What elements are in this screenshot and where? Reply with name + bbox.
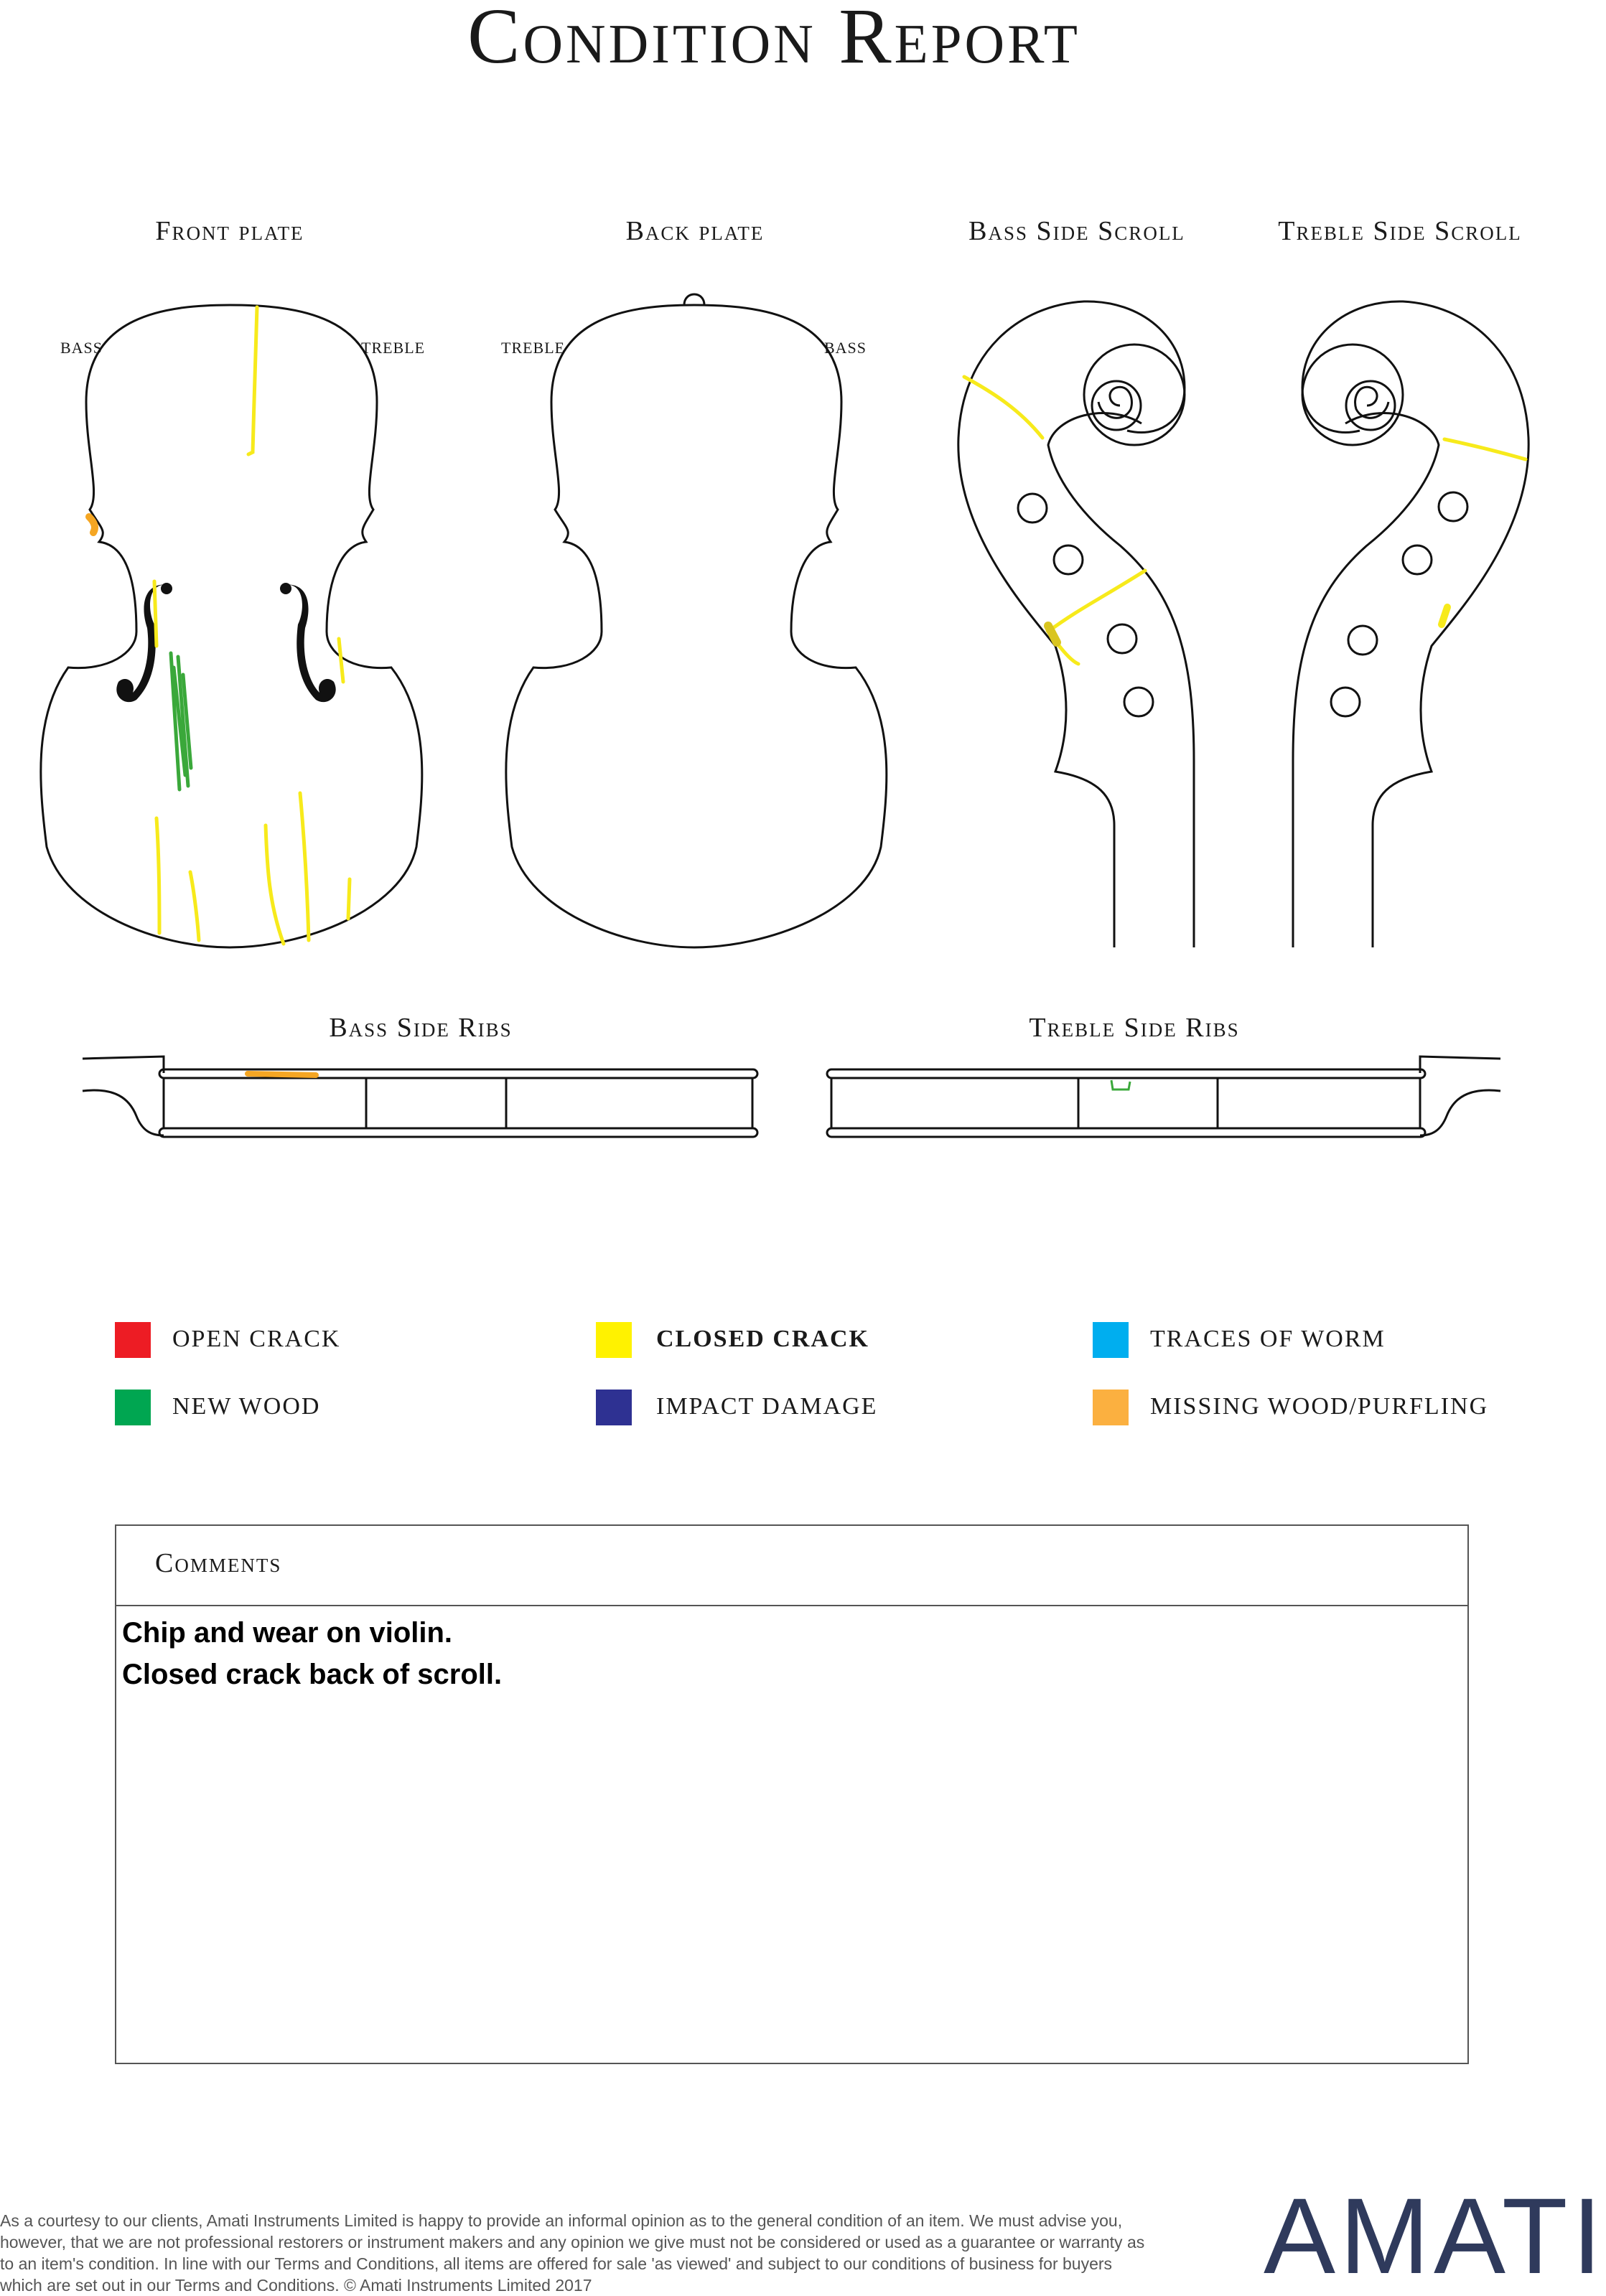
treble-ribs-outline [827, 1056, 1500, 1137]
bass-scroll-outline [958, 301, 1194, 947]
bass-ribs-outline [83, 1056, 757, 1137]
back-plate-outline [506, 294, 887, 947]
bass-ribs-damage [248, 1074, 316, 1075]
instrument-diagrams [0, 0, 1548, 1177]
legend-label-traces-of-worm: TRACES OF WORM [1150, 1326, 1386, 1352]
legend-label-missing-wood: MISSING WOOD/PURFLING [1150, 1393, 1489, 1420]
front-treble-label: TREBLE [361, 339, 426, 357]
bass-side-scroll-label: Bass Side Scroll [968, 216, 1185, 246]
legend-swatch-closed-crack [596, 1322, 632, 1358]
comments-box [115, 1524, 1469, 2064]
treble-scroll-outline [1293, 301, 1528, 947]
back-treble-label: TREBLE [501, 339, 566, 357]
legend-swatch-open-crack [115, 1322, 151, 1358]
legend-label-closed-crack: CLOSED CRACK [656, 1326, 869, 1352]
treble-side-scroll-label: Treble Side Scroll [1278, 216, 1522, 246]
legend-label-impact-damage: IMPACT DAMAGE [656, 1393, 878, 1420]
amati-logo: AMATI [1264, 2175, 1606, 2296]
disclaimer-text: As a courtesy to our clients, Amati Instruments Limited is happy to provide an informal opinion as to the general condition of an item. We must advise you, however, that we are not professional restorers or instrument makers and any opinion we give must not be considered or used as a guarantee or warranty as to an item's condition. In line with our Terms and Conditions, all items are offered for sale 'as viewed' and subject to our conditions of business for buyers which are set out in our Terms and Conditions. © Amati Instruments Limited 2017 [0, 2211, 1145, 2295]
treble-side-ribs-label: Treble Side Ribs [1029, 1013, 1240, 1043]
front-plate-damage [89, 307, 350, 944]
comment-line: Closed crack back of scroll. [122, 1659, 503, 1690]
legend-label-new-wood: NEW WOOD [172, 1393, 321, 1420]
front-plate-outline [41, 305, 422, 947]
comments-title: Comments [155, 1548, 282, 1578]
treble-scroll-damage [1442, 439, 1526, 624]
treble-ribs-damage [1111, 1080, 1130, 1090]
legend-swatch-impact-damage [596, 1390, 632, 1425]
legend-swatch-traces-of-worm [1093, 1322, 1129, 1358]
f-holes [116, 583, 335, 702]
legend-swatch-missing-wood [1093, 1390, 1129, 1425]
comments-header [116, 1526, 1467, 1606]
comment-line: Chip and wear on violin. [122, 1617, 453, 1649]
bass-side-ribs-label: Bass Side Ribs [329, 1013, 513, 1043]
page-title: Condition Report [467, 0, 1080, 80]
back-plate-label: Back plate [625, 216, 765, 246]
back-bass-label: BASS [824, 339, 867, 357]
legend-swatch-new-wood [115, 1390, 151, 1425]
bass-scroll-damage [964, 377, 1145, 664]
front-bass-label: BASS [60, 339, 103, 357]
legend-label-open-crack: OPEN CRACK [172, 1326, 341, 1352]
comments-text [116, 1606, 1467, 1695]
front-plate-label: Front plate [155, 216, 304, 246]
